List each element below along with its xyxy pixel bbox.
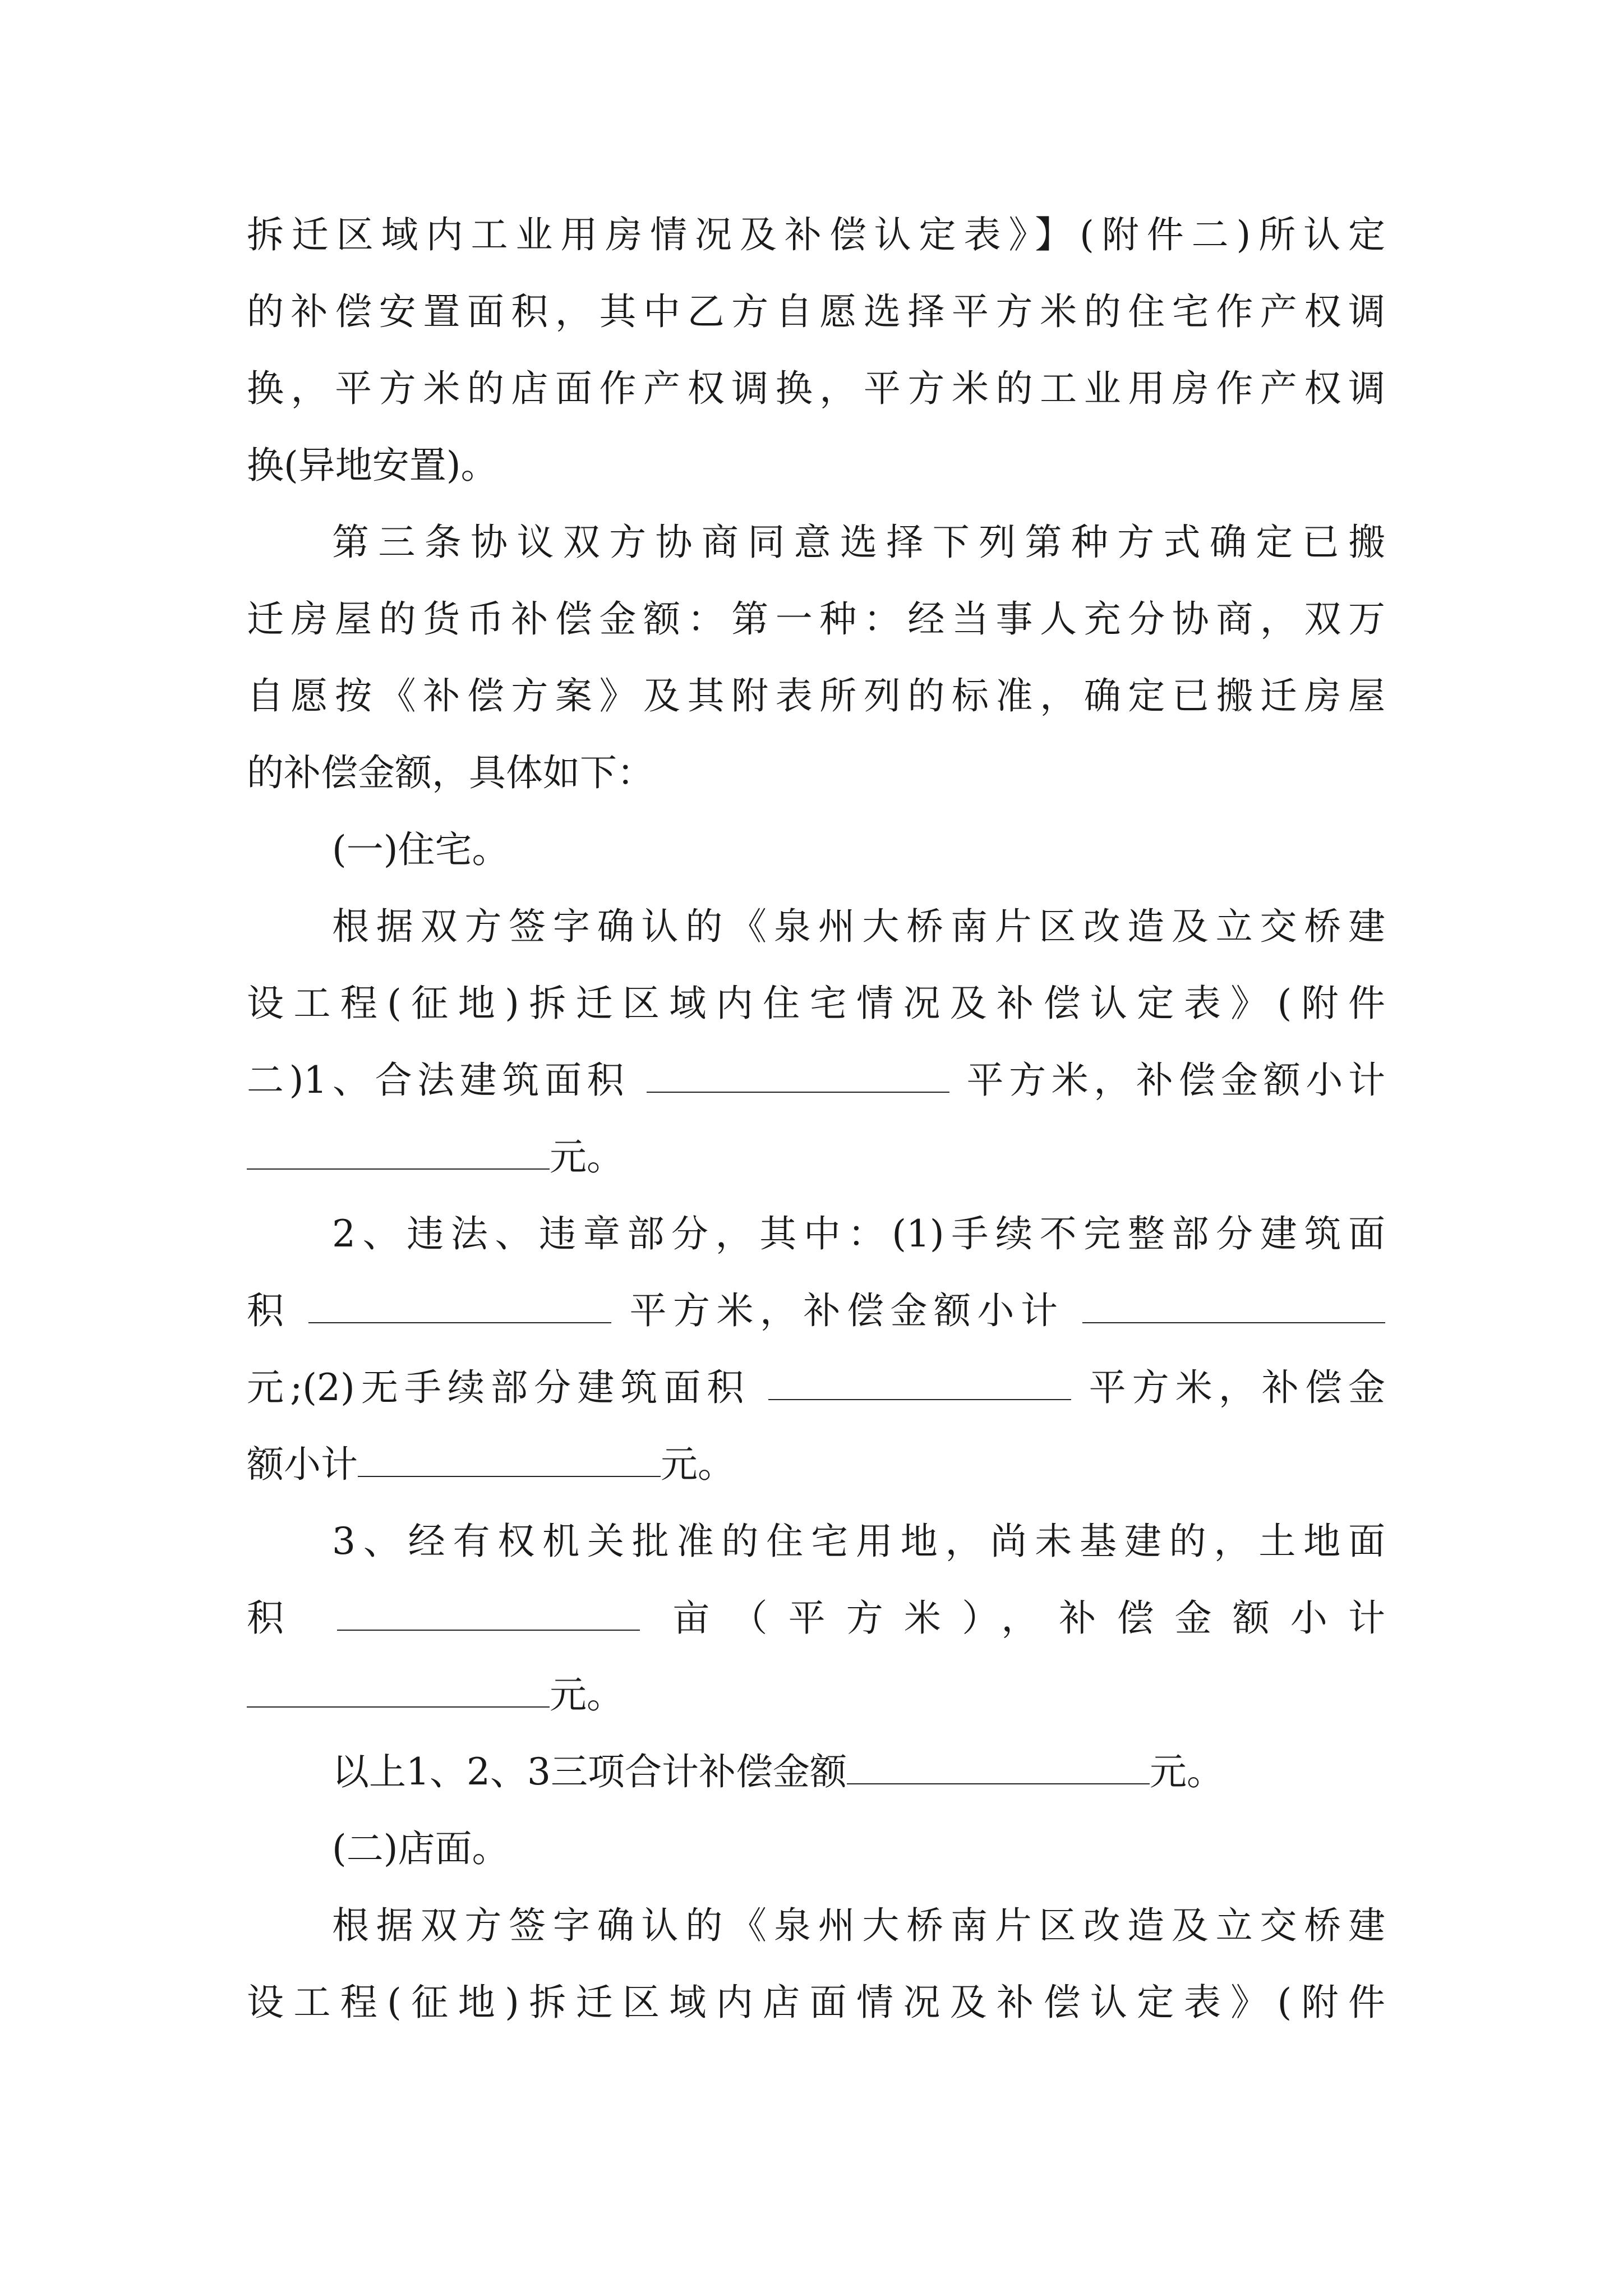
text-line: 根据双方签字确认的《泉州大桥南片区改造及立交桥建 (332, 905, 1385, 948)
line-text: 额小计 (247, 1443, 358, 1486)
text-line: 3、经有权机关批准的住宅用地，尚未基建的，土地面 (332, 1520, 1385, 1563)
document-page (247, 196, 1385, 2041)
line-text: 元。 (661, 1443, 735, 1486)
section-heading: (一)住宅。 (332, 828, 509, 871)
text-line: 迁房屋的货币补偿金额：第一种：经当事人充分协商，双万 (247, 597, 1385, 641)
text-line: 换(异地安置)。 (247, 444, 498, 487)
text-line: 2、违法、违章部分，其中：(1)手续不完整部分建筑面 (332, 1212, 1385, 1255)
fill-blank[interactable] (308, 1290, 611, 1323)
line-text: 以上1、2、3三项合计补偿金额 (332, 1750, 847, 1793)
text-line: 第三条协议双方协商同意选择下列第种方式确定已搬 (332, 521, 1385, 564)
form-line (247, 1042, 1385, 1119)
text-line: 的补偿安置面积，其中乙方自愿选择平方米的住宅作产权调 (247, 290, 1385, 333)
fill-blank[interactable] (247, 1674, 550, 1708)
line-text: 二)1、合法建筑面积 (247, 1059, 630, 1102)
text-line: 设工程(征地)拆迁区域内店面情况及补偿认定表》(附件 (247, 1981, 1385, 2024)
form-line (247, 1657, 1385, 1733)
form-line (247, 1119, 1385, 1195)
line-text: 亩（平方米），补偿金额小计 (672, 1596, 1385, 1640)
line-text: 平方米，补偿金额小计 (966, 1059, 1385, 1102)
fill-blank[interactable] (768, 1366, 1071, 1400)
text-line: 自愿按《补偿方案》及其附表所列的标准，确定已搬迁房屋 (247, 674, 1385, 717)
form-line (247, 1349, 1385, 1426)
fill-blank[interactable] (337, 1597, 640, 1631)
text-line: 换，平方米的店面作产权调换，平方米的工业用房作产权调 (247, 367, 1385, 410)
text-line: 设工程(征地)拆迁区域内住宅情况及补偿认定表》(附件 (247, 982, 1385, 1025)
line-text: 元;(2)无手续部分建筑面积 (247, 1366, 750, 1409)
fill-blank[interactable] (647, 1059, 949, 1093)
line-text: 平方米，补偿金 (1089, 1366, 1385, 1409)
fill-blank[interactable] (247, 1136, 550, 1170)
line-text: 元。 (550, 1135, 624, 1179)
form-line (247, 1426, 1385, 1503)
fill-blank[interactable] (358, 1443, 661, 1477)
fill-blank[interactable] (847, 1751, 1150, 1784)
form-line (247, 1733, 1385, 1810)
form-line (247, 1580, 1385, 1657)
line-text: 元。 (550, 1673, 624, 1717)
text-line: 的补偿金额，具体如下： (247, 751, 654, 794)
fill-blank[interactable] (1082, 1290, 1385, 1323)
form-line (247, 1272, 1385, 1349)
line-text: 积 (247, 1289, 291, 1332)
line-text: 元。 (1149, 1750, 1224, 1793)
text-line: 拆迁区域内工业用房情况及补偿认定表》】(附件二)所认定 (247, 213, 1385, 256)
line-text: 平方米，补偿金额小计 (629, 1289, 1064, 1332)
section-heading: (二)店面。 (332, 1827, 509, 1870)
text-line: 根据双方签字确认的《泉州大桥南片区改造及立交桥建 (332, 1904, 1385, 1947)
line-text: 积 (247, 1596, 305, 1640)
